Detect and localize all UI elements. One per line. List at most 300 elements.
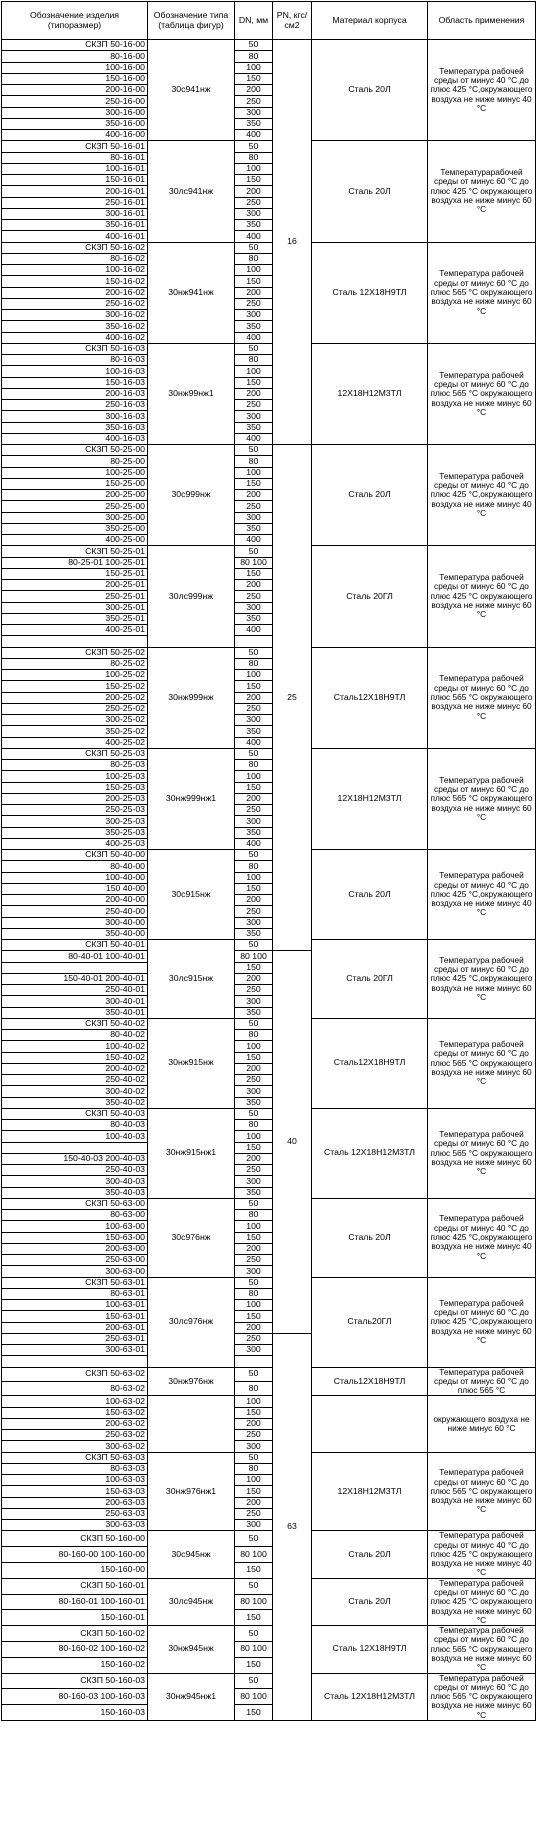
dn-cell: 250	[235, 703, 273, 714]
material-cell: Сталь 12Х18Н9ТЛ	[312, 1626, 428, 1673]
dn-cell: 100	[235, 872, 273, 883]
dn-cell: 300	[235, 917, 273, 928]
designation-cell: 150-25-00	[2, 478, 148, 489]
dn-cell: 200	[235, 973, 273, 984]
dn-cell: 100	[235, 1396, 273, 1407]
dn-cell: 200	[235, 1063, 273, 1074]
dn-cell: 100	[235, 467, 273, 478]
dn-cell: 350	[235, 523, 273, 534]
dn-cell: 250	[235, 1255, 273, 1266]
dn-cell: 80 100	[235, 1547, 273, 1563]
material-cell: 12Х18Н12М3ТЛ	[312, 748, 428, 849]
dn-cell: 250	[235, 1508, 273, 1519]
pn-cell: 16	[273, 40, 312, 445]
designation-cell: 200-40-00	[2, 895, 148, 906]
type-cell: 30нж915нж1	[148, 1108, 235, 1198]
dn-cell: 250	[235, 1165, 273, 1176]
dn-cell: 50	[235, 1673, 273, 1689]
table-row	[2, 850, 536, 861]
dn-cell: 350	[235, 827, 273, 838]
table-row	[2, 1367, 536, 1381]
pn-cell: 40	[273, 951, 312, 1334]
dn-cell: 250	[235, 298, 273, 309]
designation-cell: 150-160-00	[2, 1562, 148, 1578]
pn-cell: 25	[273, 445, 312, 951]
dn-cell: 300	[235, 1176, 273, 1187]
table-row	[2, 748, 536, 759]
dn-cell: 300	[235, 1345, 273, 1356]
designation-cell: 80-16-02	[2, 253, 148, 264]
dn-cell: 100	[235, 366, 273, 377]
designation-cell: СКЗП 50-25-02	[2, 647, 148, 658]
designation-cell: 80-160-00 100-160-00	[2, 1547, 148, 1563]
designation-cell: СКЗП 50-16-03	[2, 343, 148, 354]
dn-cell: 50	[235, 647, 273, 658]
designation-cell: 200-16-03	[2, 388, 148, 399]
dn-cell: 150	[235, 1052, 273, 1063]
dn-cell: 200	[235, 388, 273, 399]
dn-cell: 300	[235, 1086, 273, 1097]
table-row	[2, 1452, 536, 1463]
dn-cell: 50	[235, 546, 273, 557]
designation-cell: 350-16-01	[2, 220, 148, 231]
type-cell: 30с999нж	[148, 445, 235, 546]
dn-cell: 100	[235, 265, 273, 276]
designation-cell: 250-25-02	[2, 703, 148, 714]
designation-cell: 150-40-01 200-40-01	[2, 973, 148, 984]
type-cell: 30нж999нж	[148, 647, 235, 748]
application-area-cell: Температура рабочей среды от минус 60 °С до плюс 565 °С окружающего воздуха не ниже минус 60 °С	[428, 748, 536, 849]
designation-cell: 400-25-01	[2, 625, 148, 636]
designation-cell: 200-63-00	[2, 1243, 148, 1254]
type-cell: 30лс945нж	[148, 1578, 235, 1625]
type-cell: 30нж945нж1	[148, 1673, 235, 1720]
dn-cell: 300	[235, 208, 273, 219]
dn-cell: 50	[235, 1367, 273, 1381]
dn-cell: 400	[235, 838, 273, 849]
designation-cell: 350-25-02	[2, 726, 148, 737]
designation-header: Обозначение изделия (типоразмер)	[2, 2, 148, 40]
dn-cell: 50	[235, 940, 273, 951]
material-cell: Сталь12Х18Н9ТЛ	[312, 1367, 428, 1396]
dn-cell: 80	[235, 152, 273, 163]
dn-cell: 100	[235, 771, 273, 782]
type-cell: 30нж941нж	[148, 242, 235, 343]
designation-cell: СКЗП 50-160-03	[2, 1673, 148, 1689]
type-cell: 30с941нж	[148, 40, 235, 141]
designation-cell: 350-40-01	[2, 1007, 148, 1018]
dn-cell: 80	[235, 1381, 273, 1395]
dn-cell: 400	[235, 535, 273, 546]
designation-cell: СКЗП 50-40-00	[2, 850, 148, 861]
type-header: Обозначение типа (таблица фигур)	[148, 2, 235, 40]
table-row	[2, 1578, 536, 1594]
material-cell: Сталь 20Л	[312, 141, 428, 242]
designation-cell: 80-16-03	[2, 355, 148, 366]
designation-cell: 100-63-03	[2, 1475, 148, 1486]
designation-cell: 150-160-01	[2, 1610, 148, 1626]
application-area-cell: Температура рабочей среды от минус 60 °С до плюс 565 °С окружающего воздуха не ниже минус 60 °С	[428, 1673, 536, 1720]
designation-cell: 300-25-01	[2, 602, 148, 613]
material-cell: Сталь 20Л	[312, 850, 428, 940]
application-area-cell: Температура рабочей среды от минус 60 °С до плюс 425 °С,окружающего воздуха не ниже минус 60 °С	[428, 940, 536, 1019]
designation-cell: 150-16-03	[2, 377, 148, 388]
dn-cell: 300	[235, 602, 273, 613]
designation-cell: 250-63-01	[2, 1333, 148, 1344]
designation-cell: 250-16-03	[2, 400, 148, 411]
dn-cell: 350	[235, 928, 273, 939]
designation-cell: 80-25-01 100-25-01	[2, 557, 148, 568]
material-cell: Сталь 20Л	[312, 1531, 428, 1578]
application-area-cell: Температурарабочей среды от минус 60 °С до плюс 425 °С окружающего воздуха не ниже минус 60 °С	[428, 141, 536, 242]
dn-cell: 350	[235, 1097, 273, 1108]
designation-cell: 100-40-02	[2, 1041, 148, 1052]
dn-cell: 150	[235, 1486, 273, 1497]
designation-cell: 200-25-00	[2, 490, 148, 501]
designation-cell: 350-25-03	[2, 827, 148, 838]
dn-cell: 200	[235, 186, 273, 197]
table-row	[2, 1198, 536, 1209]
designation-cell: 200-25-03	[2, 793, 148, 804]
dn-cell: 50	[235, 141, 273, 152]
table-row	[2, 242, 536, 253]
dn-cell: 150	[235, 175, 273, 186]
dn-cell: 150	[235, 1705, 273, 1721]
designation-cell: 300-25-02	[2, 715, 148, 726]
dn-cell: 100	[235, 1300, 273, 1311]
application-area-cell: Температура рабочей среды от минус 60 °С до плюс 565 °С окружающего воздуха не ниже минус 60 °С	[428, 1018, 536, 1108]
dn-cell: 150	[235, 73, 273, 84]
designation-cell: 100-63-02	[2, 1396, 148, 1407]
type-cell: 30нж976нж	[148, 1367, 235, 1396]
dn-cell: 80	[235, 760, 273, 771]
dn-cell: 250	[235, 1430, 273, 1441]
dn-cell: 250	[235, 1075, 273, 1086]
dn-cell: 150	[235, 883, 273, 894]
designation-cell: 350-16-00	[2, 118, 148, 129]
designation-cell: 300-16-02	[2, 310, 148, 321]
designation-cell: 300-40-03	[2, 1176, 148, 1187]
designation-cell: 80-160-03 100-160-03	[2, 1689, 148, 1705]
designation-cell: СКЗП 50-16-00	[2, 40, 148, 51]
material-cell	[312, 1396, 428, 1452]
designation-cell: 300-16-01	[2, 208, 148, 219]
designation-cell: 100-63-00	[2, 1221, 148, 1232]
application-area-cell: Температура рабочей среды от минус 60 °С до плюс 425 °С окружающего воздуха не ниже минус 60 °С	[428, 546, 536, 647]
dn-cell	[235, 636, 273, 647]
dn-cell: 80	[235, 51, 273, 62]
designation-cell: 400-16-03	[2, 433, 148, 444]
designation-cell: 400-25-00	[2, 535, 148, 546]
dn-cell: 300	[235, 1520, 273, 1531]
designation-cell: 300-16-03	[2, 411, 148, 422]
type-cell: 30нж999нж1	[148, 748, 235, 849]
dn-cell: 250	[235, 197, 273, 208]
designation-cell: СКЗП 50-25-01	[2, 546, 148, 557]
designation-cell: СКЗП 50-160-00	[2, 1531, 148, 1547]
table-row	[2, 343, 536, 354]
designation-cell: 350-40-03	[2, 1187, 148, 1198]
dn-cell: 250	[235, 985, 273, 996]
designation-cell: СКЗП 50-40-03	[2, 1108, 148, 1119]
dn-cell: 50	[235, 1578, 273, 1594]
dn-cell: 350	[235, 726, 273, 737]
designation-cell: 150-160-03	[2, 1705, 148, 1721]
dn-cell: 150	[235, 478, 273, 489]
designation-cell: 150-25-02	[2, 681, 148, 692]
material-cell: Сталь 12Х18Н9ТЛ	[312, 242, 428, 343]
table-header-row	[2, 2, 536, 40]
material-cell: Сталь 20Л	[312, 40, 428, 141]
designation-cell: 200-63-02	[2, 1418, 148, 1429]
designation-cell	[2, 1142, 148, 1153]
dn-cell: 350	[235, 118, 273, 129]
dn-cell: 300	[235, 107, 273, 118]
type-cell: 30лс999нж	[148, 546, 235, 647]
designation-cell: 250-16-00	[2, 96, 148, 107]
designation-cell: СКЗП 50-63-03	[2, 1452, 148, 1463]
dn-cell: 80	[235, 355, 273, 366]
dn-cell: 50	[235, 1626, 273, 1642]
dn-cell: 100	[235, 1221, 273, 1232]
designation-cell	[2, 962, 148, 973]
table-body	[2, 40, 536, 1721]
dn-cell: 50	[235, 1452, 273, 1463]
application-area-cell: Температура рабочей среды от минус 40 °С до плюс 425 °С,окружающего воздуха не ниже минус 40 °С	[428, 1198, 536, 1277]
dn-cell: 100	[235, 1131, 273, 1142]
designation-cell: 250-40-03	[2, 1165, 148, 1176]
dn-cell: 150	[235, 1142, 273, 1153]
table-row	[2, 647, 536, 658]
type-cell	[148, 1396, 235, 1452]
designation-cell: 350-25-00	[2, 523, 148, 534]
designation-cell: 200-40-02	[2, 1063, 148, 1074]
application-area-cell: Температура рабочей среды от минус 40 °С до плюс 425 °С,окружающего воздуха не ниже минус 40 °С	[428, 850, 536, 940]
dn-cell: 150	[235, 681, 273, 692]
designation-cell: 300-40-02	[2, 1086, 148, 1097]
dn-cell: 80	[235, 1030, 273, 1041]
table-row	[2, 1531, 536, 1547]
dn-cell: 300	[235, 310, 273, 321]
type-cell: 30нж945нж	[148, 1626, 235, 1673]
dn-cell: 200	[235, 895, 273, 906]
dn-cell: 400	[235, 130, 273, 141]
application-area-cell: Температура рабочей среды от минус 60 °С до плюс 425 °С,окружающего воздуха не ниже минус 60 °С	[428, 1277, 536, 1367]
designation-cell: 80-160-02 100-160-02	[2, 1641, 148, 1657]
pn-cell: 63	[273, 1333, 312, 1720]
dn-cell: 300	[235, 715, 273, 726]
material-cell: Сталь12Х18Н9ТЛ	[312, 1018, 428, 1108]
dn-cell: 150	[235, 1562, 273, 1578]
dn-cell: 100	[235, 670, 273, 681]
designation-cell: 100-25-03	[2, 771, 148, 782]
designation-cell: СКЗП 50-63-00	[2, 1198, 148, 1209]
dn-cell: 50	[235, 445, 273, 456]
designation-cell: 200-16-02	[2, 287, 148, 298]
application-area-cell: Температура рабочей среды от минус 40 °С до плюс 425 °С,окружающего воздуха не ниже минус 40 °С	[428, 40, 536, 141]
dn-cell: 350	[235, 321, 273, 332]
designation-cell: 250-40-01	[2, 985, 148, 996]
dn-cell: 300	[235, 1441, 273, 1452]
designation-cell: 200-16-00	[2, 85, 148, 96]
dn-cell: 80	[235, 456, 273, 467]
application-area-cell: Температура рабочей среды от минус 60 °С до плюс 565 °С окружающего воздуха не ниже минус 60 °С	[428, 647, 536, 748]
material-cell: Сталь 20Л	[312, 1198, 428, 1277]
dn-cell: 300	[235, 411, 273, 422]
table-row	[2, 1277, 536, 1288]
dn-cell: 80	[235, 253, 273, 264]
designation-cell: 300-63-01	[2, 1345, 148, 1356]
dn-cell: 400	[235, 737, 273, 748]
type-cell: 30нж915нж	[148, 1018, 235, 1108]
dn-cell: 200	[235, 1497, 273, 1508]
application-area-cell: Температура рабочей среды от минус 60 °С до плюс 565 °С окружающего воздуха не ниже минус 60 °С	[428, 1108, 536, 1198]
dn-cell: 80	[235, 658, 273, 669]
dn-cell: 250	[235, 1333, 273, 1344]
designation-cell: 250-16-01	[2, 197, 148, 208]
dn-cell: 80 100	[235, 1594, 273, 1610]
dn-cell: 80 100	[235, 1689, 273, 1705]
area-header: Область применения	[428, 2, 536, 40]
designation-cell: 400-16-02	[2, 332, 148, 343]
application-area-cell: Температура рабочей среды от минус 60 °С до плюс 425 °С окружающего воздуха не ниже минус 60 °С	[428, 1578, 536, 1625]
designation-cell: 80-40-01 100-40-01	[2, 951, 148, 962]
material-cell: Сталь 20ГЛ	[312, 940, 428, 1019]
designation-cell: СКЗП 50-40-01	[2, 940, 148, 951]
dn-cell: 50	[235, 1531, 273, 1547]
designation-cell: 250-25-00	[2, 501, 148, 512]
designation-cell: 150-40-02	[2, 1052, 148, 1063]
dn-cell: 150	[235, 568, 273, 579]
designation-cell: 200-63-03	[2, 1497, 148, 1508]
dn-cell: 200	[235, 580, 273, 591]
designation-cell: 100-25-00	[2, 467, 148, 478]
dn-cell: 200	[235, 793, 273, 804]
type-cell: 30лс976нж	[148, 1277, 235, 1367]
dn-cell: 100	[235, 163, 273, 174]
dn-cell: 350	[235, 1007, 273, 1018]
designation-cell: 350-16-02	[2, 321, 148, 332]
dn-cell: 50	[235, 748, 273, 759]
designation-cell: 150 40-00	[2, 883, 148, 894]
dn-cell: 300	[235, 996, 273, 1007]
application-area-cell: Температура рабочей среды от минус 60 °С до плюс 565 °С окружающего воздуха не ниже минус 60 °С	[428, 343, 536, 444]
dn-cell: 350	[235, 613, 273, 624]
material-cell: Сталь 20Л	[312, 1578, 428, 1625]
designation-cell: 300-40-01	[2, 996, 148, 1007]
dn-cell: 250	[235, 400, 273, 411]
dn-cell: 200	[235, 287, 273, 298]
pn-header: PN, кгс/см2	[273, 2, 312, 40]
dn-cell: 150	[235, 276, 273, 287]
table-row	[2, 1396, 536, 1407]
designation-cell: 100-16-00	[2, 62, 148, 73]
dn-cell: 150	[235, 1232, 273, 1243]
designation-cell: 80-160-01 100-160-01	[2, 1594, 148, 1610]
dn-cell: 300	[235, 1266, 273, 1277]
dn-cell: 100	[235, 1041, 273, 1052]
dn-header: DN, мм	[235, 2, 273, 40]
dn-cell: 50	[235, 1108, 273, 1119]
designation-cell: 150-25-03	[2, 782, 148, 793]
type-cell: 30лс941нж	[148, 141, 235, 242]
designation-cell: 400-25-03	[2, 838, 148, 849]
dn-cell: 50	[235, 40, 273, 51]
dn-cell: 50	[235, 242, 273, 253]
designation-cell: 150-63-00	[2, 1232, 148, 1243]
designation-cell: 400-16-00	[2, 130, 148, 141]
designation-cell: 300-25-00	[2, 512, 148, 523]
designation-cell: СКЗП 50-25-00	[2, 445, 148, 456]
dn-cell: 50	[235, 1277, 273, 1288]
designation-cell: СКЗП 50-160-01	[2, 1578, 148, 1594]
designation-cell: 150-160-02	[2, 1657, 148, 1673]
table-row	[2, 141, 536, 152]
designation-cell: 150-16-00	[2, 73, 148, 84]
application-area-cell: Температура рабочей среды от минус 60 °С до плюс 565 °С окружающего воздуха не ниже минус 60 °С	[428, 242, 536, 343]
type-cell: 30нж976нж1	[148, 1452, 235, 1531]
application-area-cell: Температура рабочей среды от минус 40 °С до плюс 425 °С,окружающего воздуха не ниже минус 40 °С	[428, 445, 536, 546]
dn-cell: 350	[235, 422, 273, 433]
designation-cell: 300-40-00	[2, 917, 148, 928]
designation-cell: СКЗП 50-160-02	[2, 1626, 148, 1642]
dn-cell: 80	[235, 1120, 273, 1131]
table-row	[2, 1018, 536, 1029]
designation-cell: 80-63-00	[2, 1210, 148, 1221]
table-row	[2, 1108, 536, 1119]
designation-cell: СКЗП 50-25-03	[2, 748, 148, 759]
type-cell: 30с945нж	[148, 1531, 235, 1578]
table-row	[2, 1673, 536, 1689]
designation-cell: 250-40-00	[2, 906, 148, 917]
designation-cell: 400-16-01	[2, 231, 148, 242]
designation-cell: 400-25-02	[2, 737, 148, 748]
material-cell: Сталь 12Х18Н12М3ТЛ	[312, 1673, 428, 1720]
dn-cell: 300	[235, 816, 273, 827]
dn-cell: 350	[235, 1187, 273, 1198]
dn-cell: 80	[235, 1463, 273, 1474]
designation-cell: 250-40-02	[2, 1075, 148, 1086]
application-area-cell: Температура рабочей среды от минус 60 °С до плюс 565 °С	[428, 1367, 536, 1396]
type-cell: 30лс915нж	[148, 940, 235, 1019]
dn-cell: 200	[235, 1418, 273, 1429]
table-row	[2, 445, 536, 456]
type-cell: 30с976нж	[148, 1198, 235, 1277]
material-cell: Сталь12Х18Н9ТЛ	[312, 647, 428, 748]
dn-cell: 80 100	[235, 557, 273, 568]
dn-cell: 200	[235, 692, 273, 703]
designation-cell: 200-25-01	[2, 580, 148, 591]
designation-cell: СКЗП 50-16-01	[2, 141, 148, 152]
designation-cell: СКЗП 50-40-02	[2, 1018, 148, 1029]
dn-cell: 400	[235, 625, 273, 636]
designation-cell: 80-25-02	[2, 658, 148, 669]
dn-cell: 150	[235, 1610, 273, 1626]
table-row	[2, 40, 536, 51]
material-cell: 12Х18Н12М3ТЛ	[312, 1452, 428, 1531]
material-cell: Сталь 20ГЛ	[312, 546, 428, 647]
designation-cell: 80-25-00	[2, 456, 148, 467]
designation-cell: СКЗП 50-16-02	[2, 242, 148, 253]
dn-cell: 50	[235, 1018, 273, 1029]
dn-cell: 150	[235, 1657, 273, 1673]
material-cell: Сталь20ГЛ	[312, 1277, 428, 1367]
dn-cell: 50	[235, 343, 273, 354]
valve-spec-table	[1, 1, 536, 1721]
designation-cell: 80-25-03	[2, 760, 148, 771]
dn-cell	[235, 1356, 273, 1367]
designation-cell: 80-63-01	[2, 1288, 148, 1299]
